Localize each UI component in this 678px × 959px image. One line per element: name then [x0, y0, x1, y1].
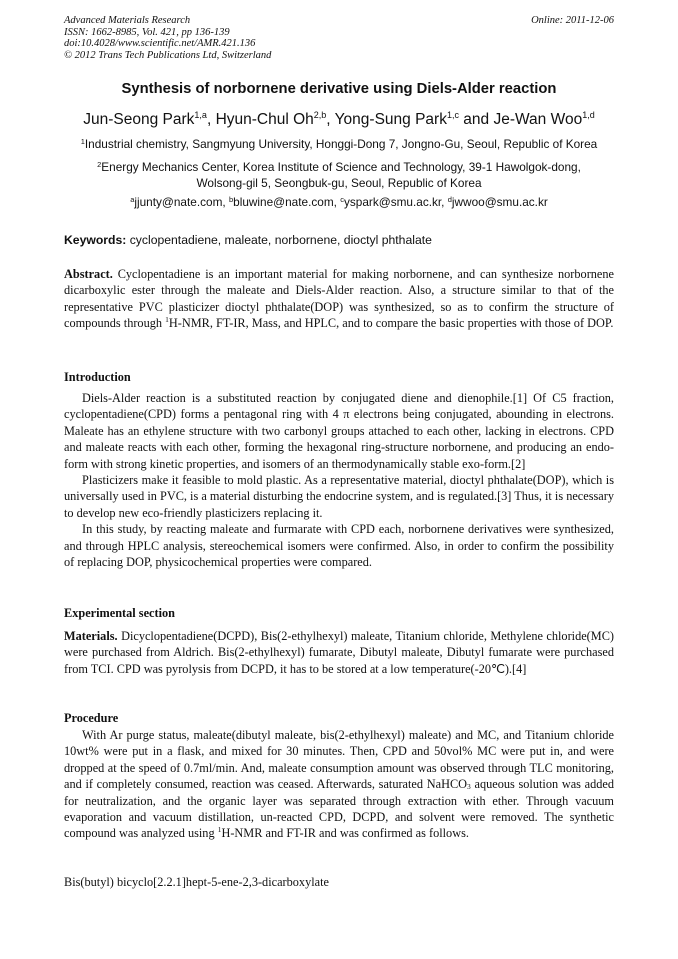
paragraph: Plasticizers make it feasible to mold plastic. As a representative material, dioctyl phthalate(DOP), which is universally used in PVC, is a material disturbing the endocrine system, and is regulated.[3] Thus, it is necessary to develop new eco-friendly plasticizers replacing it. [64, 473, 614, 520]
email-mark: b [228, 195, 234, 204]
email-mark: c [340, 195, 344, 204]
author-list [0, 111, 678, 129]
affiliation-2 [56, 160, 622, 191]
author-name: Hyun-Chul Oh [215, 111, 314, 128]
email-address[interactable]: jwwoo@smu.ac.kr [451, 195, 548, 209]
author-separator: and [458, 111, 494, 128]
author-affiliation-mark: 1,d [582, 110, 595, 120]
paper-title: Synthesis of norbornene derivative using Diels-Alder reaction [121, 81, 557, 97]
abstract-text: Cyclopentadiene is an important material for making norbornene, and can synthesize norbornene dicarboxylic ester through the maleate and Diels-Alder reaction. Also, a structure similar to that of the representative PVC plasticizer dioctyl phthalate(DOP) was synthesized, so as to confirm the structure of compounds through [64, 267, 614, 331]
paragraph: Diels-Alder reaction is a substituted reaction by conjugated diene and dienophile.[1] Of C5 fraction, cyclopentadiene(CPD) forms a pentagonal ring with 4 π electrons being conjugated, abounding in electrons. Maleate has an ethylene structure with two carbonyl groups attached to each other, lacking in electrons. CPD and maleate reacts with each other, forming the hexagonal ring-structure norbornene, and producing an endo-form with strong kinetic properties, and isomers of an thermodynamically stable exo-form.[2] [64, 391, 614, 471]
affiliation-mark: 1 [80, 137, 85, 146]
procedure-heading: Procedure [64, 711, 119, 725]
journal-header [64, 15, 271, 61]
procedure-text: With Ar purge status, maleate(dibutyl maleate, bis(2-ethylhexyl) maleate) and MC, and Titanium chloride 10wt% were put in a flask, and mixed for 30 minutes. Then, CPD and 50vol% MC were put in, and were dropped at the speed of 0.7ml/min. And, maleate consumption amount was observed through TLC monitoring, and if completely consumed, reaction was ceased. Afterwards, saturated NaHCO [64, 728, 614, 792]
experimental-heading: Experimental section [64, 606, 175, 620]
author-name: Jun-Seong Park [83, 111, 195, 128]
email-address[interactable]: yspark@smu.ac.kr [343, 195, 442, 209]
author-name: Je-Wan Woo [493, 111, 583, 128]
email-address[interactable]: bluwine@nate.com [233, 195, 334, 209]
paragraph: In this study, by reacting maleate and furmarate with CPD each, norbornene derivatives were synthesized, and through HPLC analysis, stereochemical isomers were confirmed. Also, in order to confirm the possibility of replacing DOP, physicochemical properties were compared. [64, 522, 614, 570]
journal-name: Advanced Materials Research [64, 15, 191, 26]
author-separator: , [326, 111, 335, 128]
materials-label: Materials. [64, 629, 118, 643]
abstract-label: Abstract. [64, 267, 113, 281]
procedure-paragraph [64, 727, 614, 842]
compound-name [64, 874, 614, 890]
issn-line: ISSN: 1662-8985, Vol. 421, pp 136-139 [64, 26, 230, 38]
nmr-superscript: 1 [217, 825, 222, 835]
procedure-text: H-NMR and FT-IR and was confirmed as follows. [221, 826, 469, 841]
author-name: Yong-Sung Park [334, 111, 447, 128]
materials-text: Dicyclopentadiene(DCPD), Bis(2-ethylhexyl) maleate, Titanium chloride, Methylene chloride(MC) were purchased from Aldrich. Bis(2-ethylhexyl) fumarate, Dibutyl maleate, Dibutyl fumarate were purchased from TCI. CPD was pyrolysis from DCPD, it has to be stored at a low temperature(-20℃).[4] [64, 629, 615, 676]
affiliation-text: Wolsong-gil 5, Seongbuk-gu, Seoul, Republic of Korea [196, 175, 482, 190]
author-affiliation-mark: 2,b [313, 110, 327, 120]
email-address[interactable]: jjunty@nate.com [134, 195, 223, 209]
copyright-line: © 2012 Trans Tech Publications Ltd, Switzerland [64, 49, 272, 61]
introduction-heading: Introduction [64, 370, 131, 384]
keywords [64, 233, 432, 247]
affiliation-text: Energy Mechanics Center, Korea Institute of Science and Technology, 39-1 Hawolgok-dong, [101, 160, 581, 174]
email-mark: a [130, 195, 135, 204]
abstract-text: H-NMR, FT-IR, Mass, and HPLC, and to compare the basic properties with those of DOP. [168, 316, 614, 331]
introduction-body [64, 390, 614, 570]
affiliation-text: Industrial chemistry, Sangmyung University, Honggi-Dong 7, Jongno-Gu, Seoul, Republic of Korea [84, 137, 598, 151]
keywords-label: Keywords: [64, 233, 127, 247]
keywords-text: cyclopentadiene, maleate, norbornene, dioctyl phthalate [129, 233, 432, 247]
materials-paragraph [64, 628, 614, 677]
author-affiliation-mark: 1,c [446, 110, 459, 120]
nmr-superscript: 1 [165, 315, 169, 325]
email-list [56, 195, 622, 211]
procedure-text: aqueous solution was added for neutralization, and the organic layer was separated through extraction with ether. Through vacuum evaporation and vacuum distillation, un-reacted CPD, DCPD, and solvent were removed. The synthetic compound was analyzed using [64, 777, 614, 841]
abstract [64, 266, 614, 332]
doi-line: doi:10.4028/www.scientific.net/AMR.421.136 [64, 38, 256, 50]
author-separator: , [206, 111, 216, 128]
subscript: 3 [467, 782, 471, 792]
author-affiliation-mark: 1,a [194, 110, 207, 120]
affiliation-1 [56, 137, 622, 153]
compound-text: Bis(butyl) bicyclo[2.2.1]hept-5-ene-2,3-dicarboxylate [64, 875, 329, 889]
online-date: Online: 2011-12-06 [531, 15, 614, 26]
email-mark: d [447, 195, 452, 204]
email-separator: , [441, 195, 448, 209]
email-separator: , [333, 195, 341, 209]
affiliation-mark: 2 [97, 160, 102, 169]
email-separator: , [222, 195, 229, 209]
